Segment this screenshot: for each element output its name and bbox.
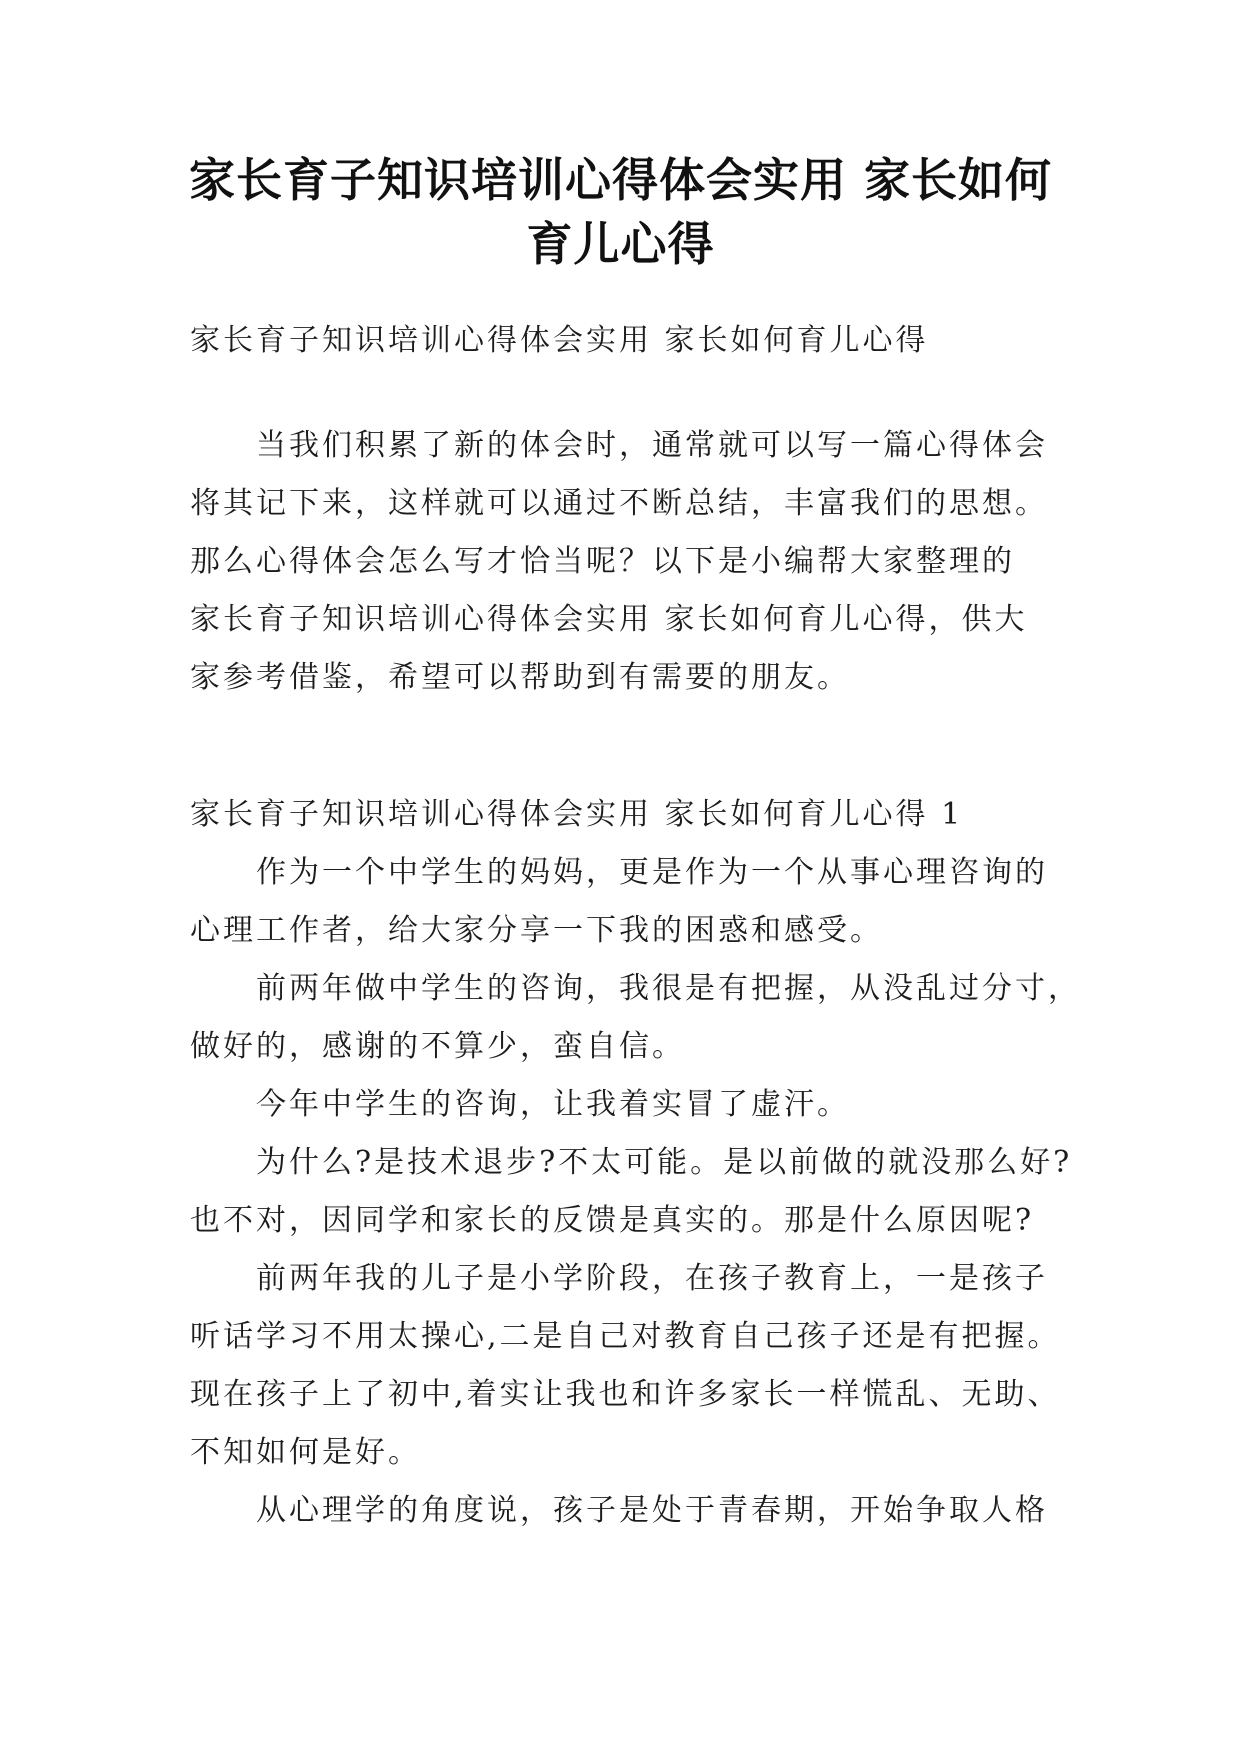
paragraph-line: 现在孩子上了初中,着实让我也和许多家长一样慌乱、无助、 (190, 1377, 1061, 1412)
paragraph-line: 那么心得体会怎么写才恰当呢？以下是小编帮大家整理的 (190, 544, 1015, 579)
paragraph-line: 为什么?是技术退步?不太可能。是以前做的就没那么好? (256, 1145, 1073, 1180)
intro-paragraph (190, 417, 1070, 707)
title-line: 家长育子知识培训心得体会实用 家长如何 (188, 153, 1052, 207)
paragraph-line: 从心理学的角度说，孩子是处于青春期，开始争取人格 (256, 1493, 1048, 1528)
document-subtitle-block (190, 312, 1070, 370)
section-heading: 家长育子知识培训心得体会实用 家长如何育儿心得 1 (190, 797, 964, 832)
paragraph-line: 前两年我的儿子是小学阶段，在孩子教育上，一是孩子 (256, 1261, 1048, 1296)
paragraph-line: 今年中学生的咨询，让我着实冒了虚汗。 (256, 1087, 850, 1122)
paragraph-line: 听话学习不用太操心,二是自己对教育自己孩子还是有把握。 (190, 1319, 1061, 1354)
paragraph-line: 将其记下来，这样就可以通过不断总结，丰富我们的思想。 (190, 486, 1048, 521)
paragraph-line: 家参考借鉴，希望可以帮助到有需要的朋友。 (190, 660, 850, 695)
section-1 (190, 786, 1081, 1540)
document-subtitle: 家长育子知识培训心得体会实用 家长如何育儿心得 (190, 323, 929, 358)
paragraph-line: 前两年做中学生的咨询，我很是有把握，从没乱过分寸， (256, 971, 1081, 1006)
document-title (150, 148, 1091, 276)
paragraph-line: 也不对，因同学和家长的反馈是真实的。那是什么原因呢? (190, 1203, 1035, 1238)
paragraph-line: 作为一个中学生的妈妈，更是作为一个从事心理咨询的 (256, 855, 1048, 890)
paragraph-line: 心理工作者，给大家分享一下我的困惑和感受。 (190, 913, 883, 948)
paragraph-line: 家长育子知识培训心得体会实用 家长如何育儿心得，供大 (190, 602, 1028, 637)
title-line: 育儿心得 (526, 217, 715, 271)
paragraph-line: 当我们积累了新的体会时，通常就可以写一篇心得体会 (256, 428, 1048, 463)
paragraph-line: 不知如何是好。 (190, 1435, 421, 1470)
paragraph-line: 做好的，感谢的不算少，蛮自信。 (190, 1029, 685, 1064)
